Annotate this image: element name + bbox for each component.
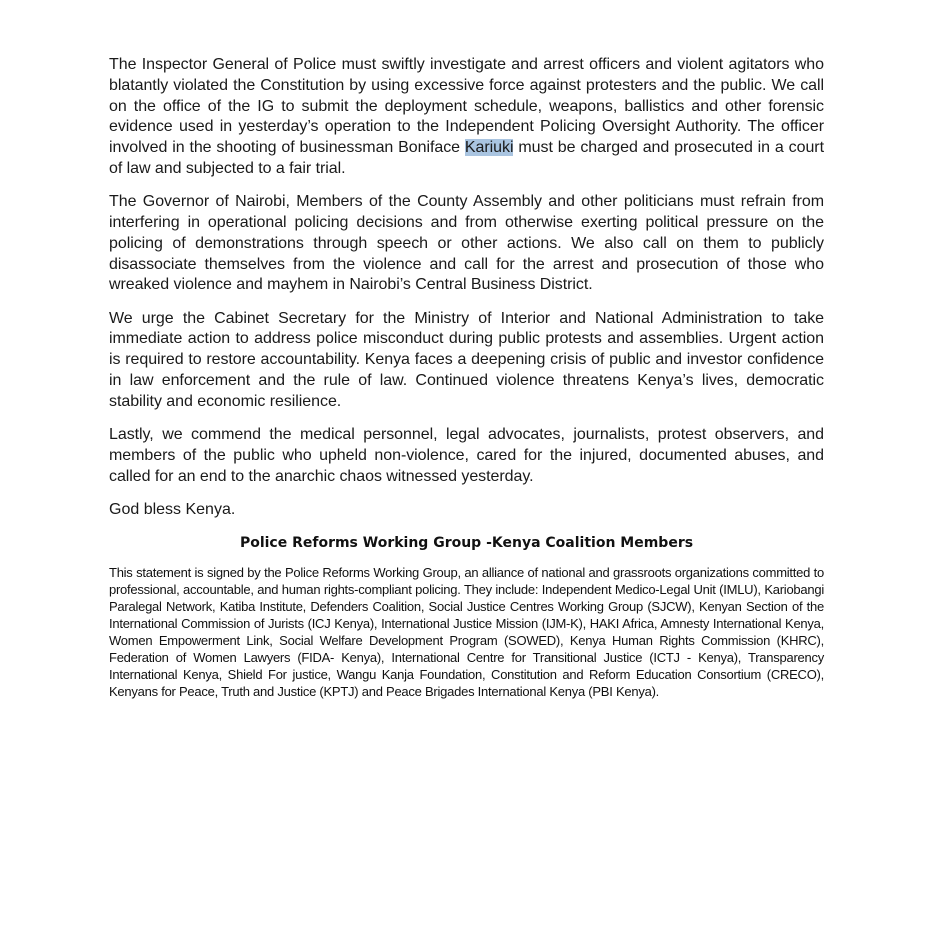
paragraph-cabinet-secretary: We urge the Cabinet Secretary for the Ministry of Interior and National Administration to take immediate action to address police misconduct during public protests and assemblies. Urgent action is required to restore accountability. Kenya faces a deepening crisis of public and investor confidence in law enforcement and the rule of law. Continued violence threatens Kenya’s lives, democratic stability and economic resilience. <box>109 309 824 410</box>
paragraph-commendation: Lastly, we commend the medical personnel, legal advocates, journalists, protest observers, and members of the public who upheld non-violence, cared for the injured, documented abuses, and called for an end to the anarchic chaos witnessed yesterday. <box>109 425 824 485</box>
group-heading: Police Reforms Working Group -Kenya Coalition Members <box>239 534 694 551</box>
closing-line: God bless Kenya. <box>109 500 236 518</box>
paragraph-text: The Inspector General of Police must swiftly investigate and arrest officers and violent agitators who blatantly violated the Constitution by using excessive force against protesters and the public. We call on the office of the IG to submit the deployment schedule, weapons, ballistics and other forensic evidence used in yesterday’s operation to the Independent Policing Oversight Authority. The officer involved in the shooting of businessman Boniface <box>109 56 824 157</box>
document-page <box>109 55 824 700</box>
paragraph-text: must be charged and prosecuted in a court of law and subjected to a fair trial. <box>109 139 824 177</box>
signatories-statement: This statement is signed by the Police Reforms Working Group, an alliance of national and grassroots organizations committed to professional, accountable, and human rights-compliant policing. They include: Independent Medico-Legal Unit (IMLU), Kariobangi Paralegal Network, Katiba Institute, Defenders Coalition, Social Justice Centres Working Group (SJCW), Kenyan Section of the International Commission of Jurists (ICJ Kenya), International Justice Mission (IJM-K), HAKI Africa, Amnesty International Kenya, Women Empowerment Link, Social Welfare Development Program (SOWED), Kenya Human Rights Commission (KHRC), Federation of Women Lawyers (FIDA- Kenya), International Centre for Transitional Justice (ICTJ - Kenya), Transparency International Kenya, Shield For justice, Wangu Kanja Foundation, Constitution and Reform Education Consortium (CRECO), Kenyans for Peace, Truth and Justice (KPTJ) and Peace Brigades International Kenya (PBI Kenya). <box>109 564 824 699</box>
paragraph-governor: The Governor of Nairobi, Members of the County Assembly and other politicians must refrain from interfering in operational policing decisions and from otherwise exerting political pressure on the policing of demonstrations through speech or other actions. We also call on them to publicly disassociate themselves from the violence and call for the arrest and prosecution of those who wreaked violence and mayhem in Nairobi’s Central Business District. <box>109 193 824 294</box>
paragraph-inspector-general <box>109 55 824 180</box>
highlighted-text[interactable]: Kariuki <box>464 139 514 157</box>
